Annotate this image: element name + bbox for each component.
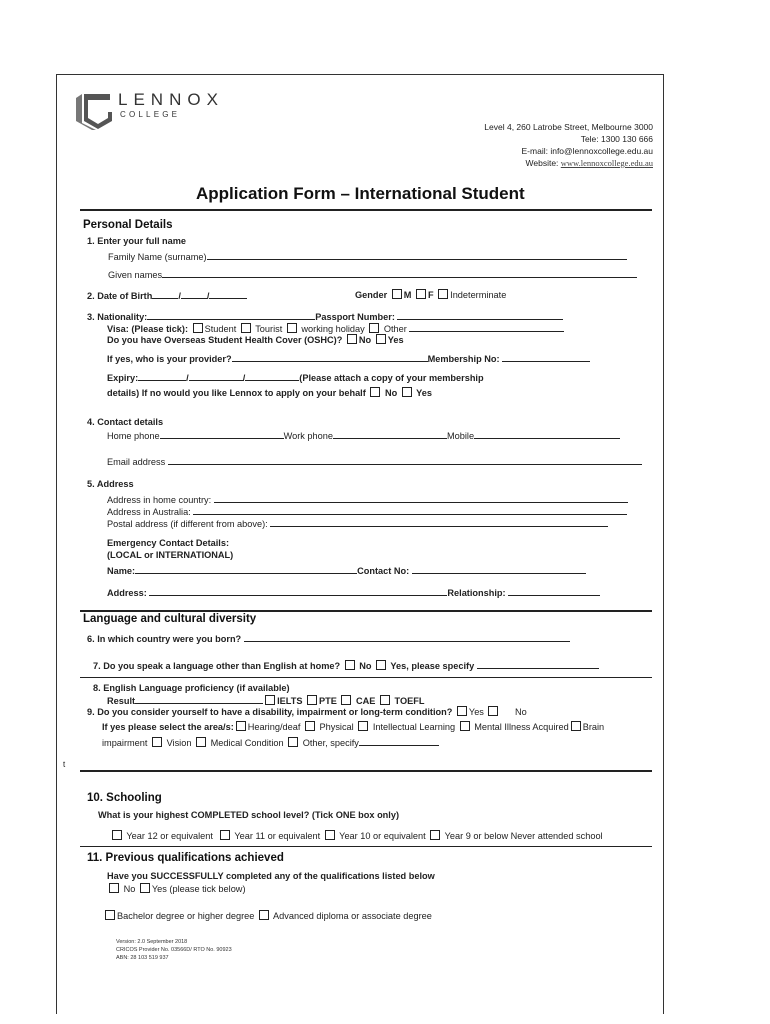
toefl-checkbox[interactable] (380, 695, 390, 705)
q9-no-label: No (515, 707, 527, 717)
relationship-field[interactable] (508, 586, 600, 596)
expiry-month-field[interactable] (189, 371, 243, 381)
dob-sep-1: / (178, 291, 181, 301)
quals-yes-checkbox[interactable] (140, 883, 150, 893)
ielts-label: IELTS (277, 696, 303, 706)
membership-field[interactable] (502, 352, 590, 362)
language-specify-field[interactable] (477, 659, 599, 669)
nationality-field[interactable] (147, 310, 315, 320)
q7-label: 7. Do you speak a language other than English at home? (93, 661, 341, 671)
emergency-heading-2: (LOCAL or INTERNATIONAL) (107, 550, 234, 560)
oshc-label: Do you have Overseas Student Health Cover (OSHC)? (107, 335, 343, 345)
gender-label: Gender (355, 290, 388, 300)
family-name-field[interactable] (207, 250, 627, 260)
visa-working-checkbox[interactable] (287, 323, 297, 333)
provider-field[interactable] (232, 352, 428, 362)
dob-sep-2: / (206, 291, 210, 301)
year10-label: Year 10 or equivalent (339, 831, 426, 841)
other-area-label: Other, specify (302, 738, 359, 748)
quals-no-label: No (123, 884, 136, 894)
website-link[interactable]: www.lennoxcollege.edu.au (560, 158, 653, 168)
page-border-left (56, 74, 57, 1014)
other-area-checkbox[interactable] (288, 737, 298, 747)
oshc-no-label: No (358, 335, 372, 345)
college-email: E-mail: info@lennoxcollege.edu.au (521, 146, 653, 156)
expiry-label: Expiry: (107, 373, 139, 383)
postal-address-row (107, 517, 608, 529)
impairment-label: impairment (102, 738, 148, 748)
quals-yes-label: Yes (please tick below) (151, 884, 246, 894)
home-address-label: Address in home country: (107, 495, 212, 505)
mobile-label: Mobile (446, 431, 475, 441)
logo-sub: COLLEGE (120, 110, 181, 119)
aus-address-label: Address in Australia: (107, 507, 191, 517)
mental-label: Mental Illness Acquired (474, 722, 569, 732)
work-phone-label: Work phone (283, 431, 333, 441)
emergency-heading-1: Emergency Contact Details: (107, 538, 230, 548)
gender-row (355, 289, 506, 300)
q7-language (93, 659, 599, 671)
emergency-address-label: Address: (107, 588, 147, 598)
q8-english: 8. English Language proficiency (if available) (93, 683, 290, 693)
membership-label: Membership No: (427, 354, 500, 364)
schooling-options (110, 830, 603, 841)
pte-checkbox[interactable] (307, 695, 317, 705)
brain-checkbox[interactable] (571, 721, 581, 731)
year11-checkbox[interactable] (220, 830, 230, 840)
lennox-apply-no-label: No (384, 388, 398, 398)
toefl-label: TOEFL (394, 696, 425, 706)
logo-name: LENNOX (118, 90, 224, 109)
advanced-checkbox[interactable] (259, 910, 269, 920)
schooling-question: What is your highest COMPLETED school level? (Tick ONE box only) (98, 810, 400, 820)
passport-label: Passport Number: (315, 312, 395, 322)
schooling-rule (80, 770, 652, 772)
family-name-label: Family Name (surname) (108, 252, 207, 262)
family-name-row (108, 250, 627, 262)
quals-options (103, 910, 432, 921)
provider-label: If yes, who is your provider? (107, 354, 232, 364)
medical-label: Medical Condition (210, 738, 284, 748)
hearing-checkbox[interactable] (236, 721, 246, 731)
bachelor-checkbox[interactable] (105, 910, 115, 920)
visa-other-label: Other (383, 324, 407, 334)
work-phone-field[interactable] (333, 429, 447, 439)
quals-yesno (107, 883, 246, 894)
home-phone-label: Home phone (107, 431, 160, 441)
given-names-row (108, 268, 637, 280)
footer-cricos: CRICOS Provider No. 03566D/ RTO No. 90923 (116, 947, 232, 953)
email-label: Email address (107, 457, 166, 467)
aus-address-row (107, 505, 627, 517)
intellectual-label: Intellectual Learning (372, 722, 456, 732)
emergency-name-label: Name: (107, 566, 136, 576)
language-rule (80, 610, 652, 612)
page-border-right (663, 74, 664, 1014)
q9-yes-checkbox[interactable] (457, 706, 467, 716)
expiry-year-field[interactable] (245, 371, 299, 381)
bachelor-label: Bachelor degree or higher degree (117, 911, 255, 921)
emergency-contact-field[interactable] (412, 564, 586, 574)
mobile-field[interactable] (474, 429, 620, 439)
hearing-label: Hearing/deaf (247, 722, 301, 732)
lennox-apply-row (107, 387, 432, 398)
gender-m-checkbox[interactable] (392, 289, 402, 299)
expiry-day-field[interactable] (138, 371, 186, 381)
birth-country-field[interactable] (244, 632, 570, 642)
email-field[interactable] (168, 455, 642, 465)
cae-label: CAE (356, 696, 376, 706)
aus-address-field[interactable] (193, 505, 627, 515)
visa-working-label: working holiday (301, 324, 365, 334)
nationality-label: 3. Nationality: (87, 312, 148, 322)
physical-label: Physical (319, 722, 354, 732)
visa-other-checkbox[interactable] (369, 323, 379, 333)
physical-checkbox[interactable] (305, 721, 315, 731)
visa-student-checkbox[interactable] (193, 323, 203, 333)
lennox-apply-yes-checkbox[interactable] (402, 387, 412, 397)
form-title: Application Form – International Student (196, 184, 525, 203)
footer-abn: ABN: 28 103 519 937 (116, 955, 169, 961)
q7-yes-checkbox[interactable] (376, 660, 386, 670)
areas-row-2 (102, 736, 439, 748)
cae-checkbox[interactable] (341, 695, 351, 705)
quals-no-checkbox[interactable] (109, 883, 119, 893)
provider-row (107, 352, 590, 364)
result-field[interactable] (135, 694, 263, 704)
given-names-field[interactable] (162, 268, 637, 278)
quals-question: Have you SUCCESSFULLY completed any of the qualifications listed below (107, 871, 435, 881)
expiry-row: Expiry: / / (Please attach a copy of your membership (107, 373, 484, 383)
dob-year-field[interactable] (206, 289, 247, 301)
q7-no-label: No (359, 661, 372, 671)
visa-other-field[interactable] (409, 322, 564, 332)
personal-details-heading: Personal Details (83, 219, 173, 231)
gender-f-label: F (427, 290, 434, 300)
q6-label: 6. In which country were you born? (87, 634, 242, 644)
q7-yes-label: Yes, please specify (390, 661, 475, 671)
postal-address-field[interactable] (270, 517, 608, 527)
lennox-apply-label: details) If no would you like Lennox to apply on your behalf (107, 388, 366, 398)
brain-label: Brain (582, 722, 605, 732)
year10-checkbox[interactable] (325, 830, 335, 840)
dob-label: 2. Date of Birth (87, 291, 153, 301)
given-names-label: Given names (108, 270, 163, 280)
college-address: Level 4, 260 Latrobe Street, Melbourne 3000 (484, 122, 653, 132)
lennox-apply-yes-label: Yes (416, 388, 432, 398)
lennox-apply-no-checkbox[interactable] (370, 387, 380, 397)
emergency-name-field[interactable] (135, 564, 357, 574)
visa-label: Visa: (Please tick): (107, 324, 189, 334)
oshc-yes-checkbox[interactable] (376, 334, 386, 344)
visa-student-label: Student (204, 324, 237, 334)
ielts-checkbox[interactable] (265, 695, 275, 705)
attach-note: (Please attach a copy of your membership (299, 373, 484, 383)
gender-m-label: M (403, 290, 412, 300)
email-row (107, 455, 642, 467)
q4-contact-details: 4. Contact details (87, 417, 164, 427)
intellectual-checkbox[interactable] (358, 721, 368, 731)
schooling-heading: 10. Schooling (87, 792, 162, 804)
oshc-yes-label: Yes (387, 335, 404, 345)
gender-f-checkbox[interactable] (416, 289, 426, 299)
advanced-label: Advanced diploma or associate degree (273, 911, 432, 921)
college-website (526, 158, 654, 168)
q7-no-checkbox[interactable] (345, 660, 355, 670)
oshc-row (107, 334, 404, 345)
visa-tourist-checkbox[interactable] (241, 323, 251, 333)
college-tele: Tele: 1300 130 666 (580, 134, 653, 144)
stray-mark: t (63, 760, 66, 769)
visa-row (107, 322, 564, 334)
relationship-label: Relationship: (447, 588, 506, 598)
website-label: Website: (525, 158, 561, 168)
gender-indeterminate-label: Indeterminate (450, 290, 507, 300)
dob-row (87, 289, 247, 301)
passport-field[interactable] (397, 310, 563, 320)
q9-label: 9. Do you consider yourself to have a disability, impairment or long-term condition? (87, 707, 453, 717)
areas-label: If yes please select the area/s: (102, 722, 234, 732)
nationality-row (87, 310, 563, 322)
quals-heading: 11. Previous qualifications achieved (87, 852, 284, 864)
dob-month-field[interactable] (181, 289, 207, 299)
vision-label: Vision (166, 738, 192, 748)
language-heading: Language and cultural diversity (83, 613, 257, 625)
result-label: Result (107, 696, 136, 706)
lennox-logo-icon (72, 90, 114, 130)
q9-disability (87, 706, 527, 717)
dob-day-field[interactable] (152, 289, 178, 299)
emergency-address-field[interactable] (149, 586, 447, 596)
year11-label: Year 11 or equivalent (234, 831, 321, 841)
q6-birth-country (87, 632, 570, 644)
q9-yes-label: Yes (468, 707, 484, 717)
vision-checkbox[interactable] (152, 737, 162, 747)
postal-address-label: Postal address (if different from above): (107, 519, 268, 529)
home-address-row (107, 493, 628, 505)
other-area-field[interactable] (359, 736, 439, 746)
page-border-top (56, 74, 664, 75)
home-phone-field[interactable] (160, 429, 284, 439)
visa-tourist-label: Tourist (255, 324, 283, 334)
year12-label: Year 12 or equivalent (126, 831, 213, 841)
emergency-address-row (107, 586, 600, 598)
phones-row (107, 429, 620, 441)
pte-label: PTE (319, 696, 337, 706)
q1-full-name: 1. Enter your full name (87, 236, 187, 246)
year9-label: Year 9 or below Never attended school (444, 831, 603, 841)
areas-row (102, 721, 604, 732)
gender-indeterminate-checkbox[interactable] (438, 289, 448, 299)
language-rule-2 (80, 677, 652, 678)
result-row (107, 694, 425, 706)
medical-checkbox[interactable] (196, 737, 206, 747)
q9-no-checkbox[interactable] (488, 706, 498, 716)
mental-checkbox[interactable] (460, 721, 470, 731)
footer-version: Version: 2.0 September 2018 (116, 939, 188, 945)
year12-checkbox[interactable] (112, 830, 122, 840)
title-rule (80, 209, 652, 211)
home-address-field[interactable] (214, 493, 628, 503)
year9-checkbox[interactable] (430, 830, 440, 840)
quals-rule (80, 846, 652, 847)
emergency-contact-label: Contact No: (357, 566, 410, 576)
oshc-no-checkbox[interactable] (347, 334, 357, 344)
q5-address: 5. Address (87, 479, 134, 489)
emergency-name-row (107, 564, 586, 576)
